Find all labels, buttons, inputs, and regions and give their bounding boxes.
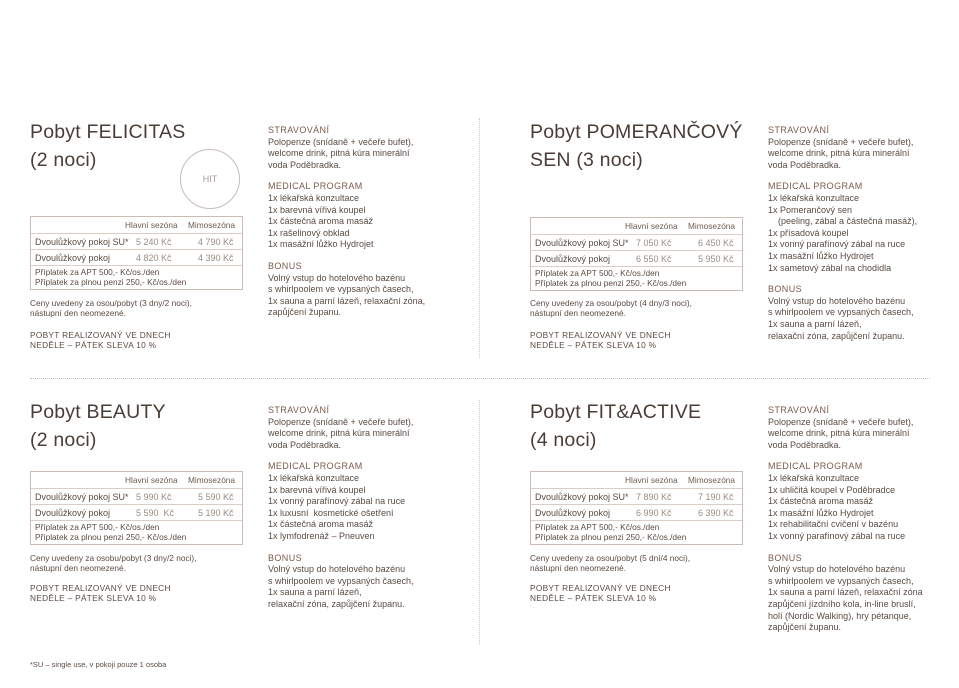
price-table <box>530 217 743 291</box>
price-note: Ceny uvedeny za osou/pobyt (4 dny/3 noci), nástupní den neomezené. <box>530 298 692 318</box>
section-divider <box>30 378 930 379</box>
extra-fee: Příplatek za APT 500,- Kč/os./den <box>35 267 160 277</box>
header-main-season: Hlavní sezóna <box>125 220 178 230</box>
header-off-season: Mimosezóna <box>688 475 736 485</box>
package-description: STRAVOVÁNÍ Polopenze (snídaně + večeře bufet), welcome drink, pitná kúra minerální voda Poděbradka. MEDICAL PROGRAM 1x lékařská konzultace 1x uhličitá koupel v Poděbradce 1x částečná aroma masáž 1x masážní lůžko Hydrojet 1x rehabilitační cvičení v bazénu 1x vonný parafínový zábal na ruce BONUS Volný vstup do hotelového bazénu s whirlpoolem ve vypsaných časech, 1x sauna a parní lázeň, relaxační zóna zapůjčení jízdního kola, in-line bruslí, holí (Nordic Walking), hry pétanque, zapůjčení županu. <box>768 405 953 644</box>
extra-fee: Příplatek za plnou penzi 250,- Kč/os./den <box>535 278 687 288</box>
section-heading: BONUS <box>268 552 303 563</box>
table-row: Dvoulůžkový pokoj 6 990 Kč 6 390 Kč <box>531 504 742 521</box>
column-divider <box>479 400 480 645</box>
section-heading: BONUS <box>268 260 303 271</box>
package-title: Pobyt BEAUTY (2 noci) <box>30 401 166 451</box>
promo-text: POBYT REALIZOVANÝ VE DNECH NEDĚLE – PÁTEK SLEVA 10 % <box>530 330 671 350</box>
header-main-season: Hlavní sezóna <box>125 475 178 485</box>
section-heading: STRAVOVÁNÍ <box>268 125 330 135</box>
table-row: Dvoulůžkový pokoj SU* 7 050 Kč 6 450 Kč <box>531 234 742 251</box>
promo-text: POBYT REALIZOVANÝ VE DNECH NEDĚLE – PÁTEK SLEVA 10 % <box>30 583 171 603</box>
table-row: Dvoulůžkový pokoj SU* 5 990 Kč 5 590 Kč <box>31 488 242 505</box>
package-title: Pobyt POMERANČOVÝ SEN (3 noci) <box>530 121 743 171</box>
package-title: Pobyt FIT&ACTIVE (4 noci) <box>530 401 702 451</box>
table-row: Dvoulůžkový pokoj 4 820 Kč 4 390 Kč <box>31 249 242 266</box>
price-note: Ceny uvedeny za osou/pobyt (3 dny/2 noci), nástupní den neomezené. <box>30 298 192 318</box>
section-heading: STRAVOVÁNÍ <box>768 125 830 135</box>
section-heading: BONUS <box>768 284 803 295</box>
package-title: Pobyt FELICITAS (2 noci) <box>30 121 186 171</box>
header-off-season: Mimosezóna <box>188 220 236 230</box>
section-heading: MEDICAL PROGRAM <box>268 181 363 192</box>
section-heading: MEDICAL PROGRAM <box>768 461 863 472</box>
table-row: Dvoulůžkový pokoj SU* 5 240 Kč 4 790 Kč <box>31 233 242 250</box>
price-note: Ceny uvedeny za osobu/pobyt (3 dny/2 noci), nástupní den neomezené. <box>30 553 197 573</box>
price-table <box>30 471 243 545</box>
section-heading: MEDICAL PROGRAM <box>268 461 363 472</box>
table-row: Dvoulůžkový pokoj SU* 7 890 Kč 7 190 Kč <box>531 488 742 505</box>
extra-fee: Příplatek za plnou penzi 250,- Kč/os./den <box>535 532 687 542</box>
section-heading: BONUS <box>768 552 803 563</box>
header-off-season: Mimosezóna <box>188 475 236 485</box>
header-main-season: Hlavní sezóna <box>625 475 678 485</box>
promo-text: POBYT REALIZOVANÝ VE DNECH NEDĚLE – PÁTEK SLEVA 10 % <box>30 330 171 350</box>
section-heading: MEDICAL PROGRAM <box>768 181 863 192</box>
package-description: STRAVOVÁNÍ Polopenze (snídaně + večeře bufet), welcome drink, pitná kúra minerální voda Poděbradka. MEDICAL PROGRAM 1x lékařská konzultace 1x Pomerančový sen (peeling, zábal a částečná masáž), 1x přísadová koupel 1x vonný parafínový zábal na ruce 1x masážní lůžko Hydrojet 1x sametový zábal na chodidla BONUS Volný vstup do hotelového bazénu s whirlpoolem ve vypsaných časech, 1x sauna a parní lázeň, relaxační zóna, zapůjčení županu. <box>768 125 953 352</box>
price-table <box>530 471 743 545</box>
table-row: Dvoulůžkový pokoj 6 550 Kč 5 950 Kč <box>531 250 742 267</box>
extra-fee: Příplatek za APT 500,- Kč/os./den <box>535 522 660 532</box>
footnote: *SU – single use, v pokoji pouze 1 osoba <box>30 660 167 669</box>
table-row: Dvoulůžkový pokoj 5 590 Kč 5 190 Kč <box>31 504 242 521</box>
column-divider <box>479 118 480 358</box>
price-note: Ceny uvedeny za osou/pobyt (5 dní/4 noci), nástupní den neomezené. <box>530 553 691 573</box>
extra-fee: Příplatek za plnou penzi 250,- Kč/os./den <box>35 532 187 542</box>
package-description: STRAVOVÁNÍ Polopenze (snídaně + večeře bufet), welcome drink, pitná kúra minerální voda Poděbradka. MEDICAL PROGRAM 1x lékařská konzultace 1x barevná vířivá koupel 1x vonný parafínový zábal na ruce 1x luxusní kosmetické ošetření 1x částečná aroma masáž 1x lymfodrenáž – Pneuven BONUS Volný vstup do hotelového bazénu s whirlpoolem ve vypsaných časech, 1x sauna a parní lázeň, relaxační zóna, zapůjčení županu. <box>268 405 453 621</box>
extra-fee: Příplatek za APT 500,- Kč/os./den <box>535 268 660 278</box>
promo-text: POBYT REALIZOVANÝ VE DNECH NEDĚLE – PÁTEK SLEVA 10 % <box>530 583 671 603</box>
section-heading: STRAVOVÁNÍ <box>268 405 330 415</box>
package-description: STRAVOVÁNÍ Polopenze (snídaně + večeře bufet), welcome drink, pitná kúra minerální voda Poděbradka. MEDICAL PROGRAM 1x lékařská konzultace 1x barevná vířivá koupel 1x částečná aroma masáž 1x rašelinový obklad 1x masážní lůžko Hydrojet BONUS Volný vstup do hotelového bazénu s whirlpoolem ve vypsaných časech, 1x sauna a parní lázeň, relaxační zóna, zapůjčení županu. <box>268 125 453 329</box>
price-table <box>30 216 243 290</box>
hit-badge: HIT <box>180 149 240 209</box>
extra-fee: Příplatek za plnou penzi 250,- Kč/os./den <box>35 277 187 287</box>
header-main-season: Hlavní sezóna <box>625 221 678 231</box>
header-off-season: Mimosezóna <box>688 221 736 231</box>
extra-fee: Příplatek za APT 500,- Kč/os./den <box>35 522 160 532</box>
section-heading: STRAVOVÁNÍ <box>768 405 830 415</box>
